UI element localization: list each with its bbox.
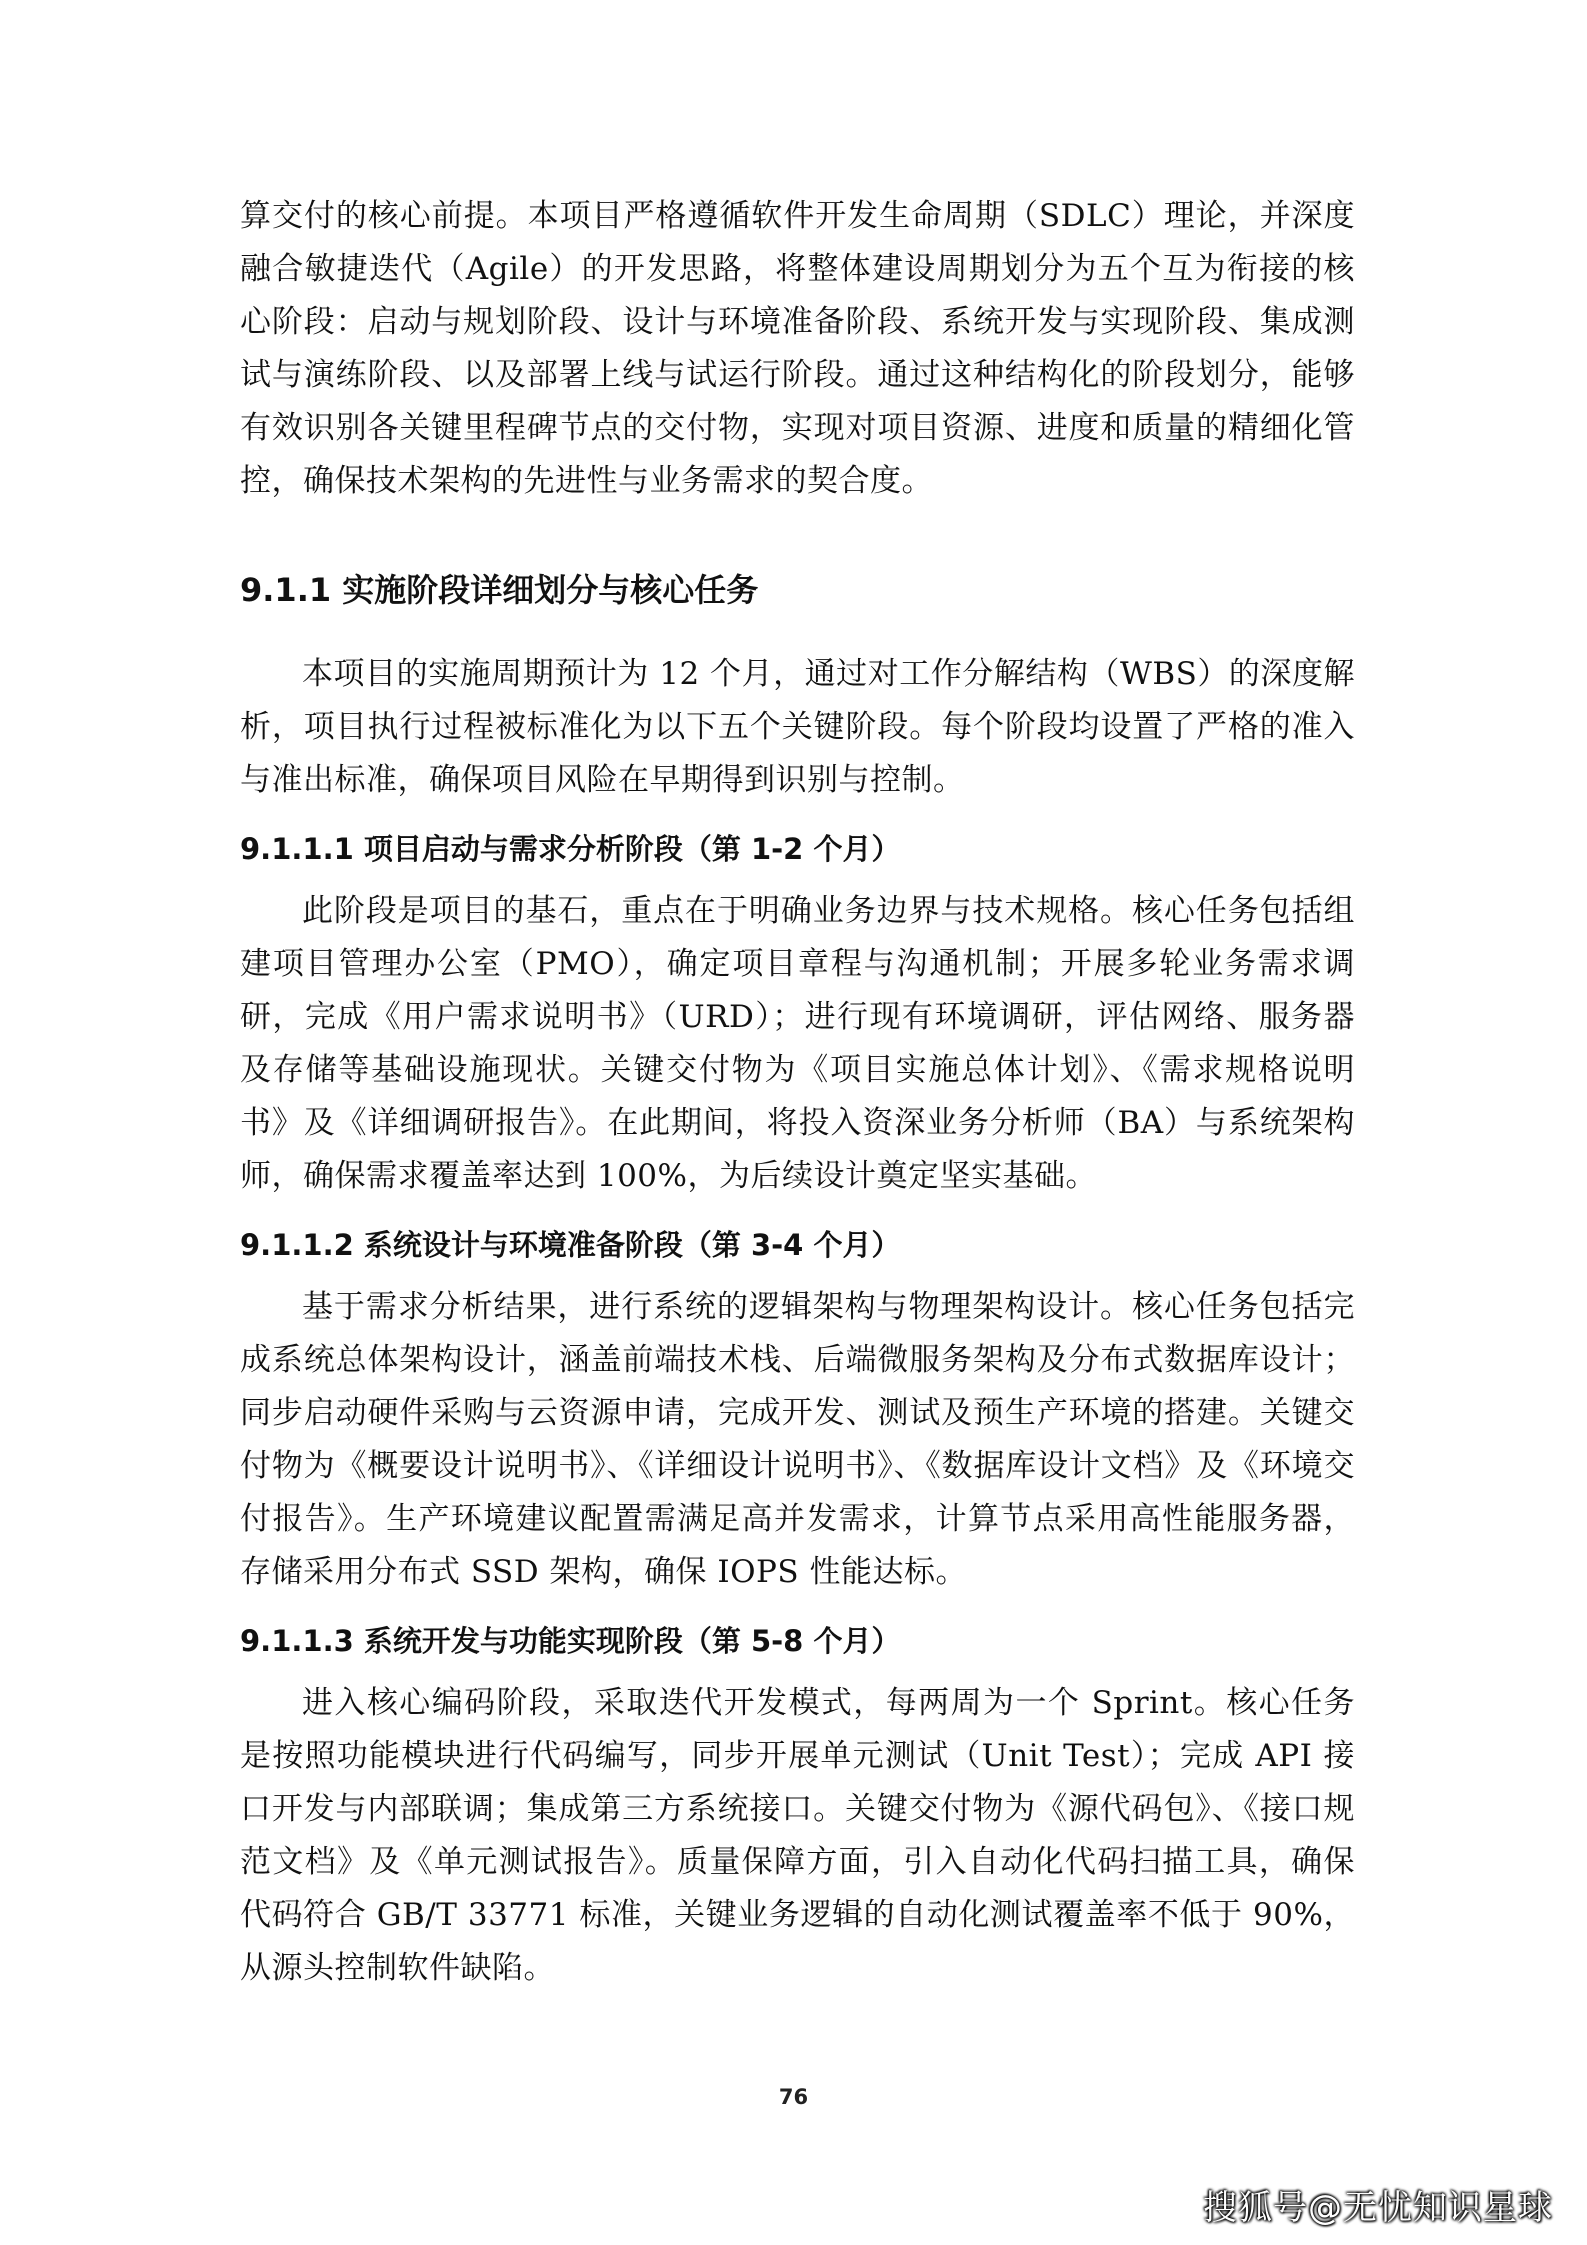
section-9-1-1-3-paragraph: 进入核心编码阶段，采取迭代开发模式，每两周为一个 Sprint。核心任务是按照功能模块进行代码编写，同步开展单元测试（Unit Test）；完成 API 接口开发与内部联调；集成第三方系统接口。关键交付物为《源代码包》、《接口规范文档》及《单元测试报告》。质量保障方面，引入自动化代码扫描工具，确保代码符合 GB/T 33771 标准，关键业务逻辑的自动化测试覆盖率不低于 90%，从源头控制软件缺陷。 <box>240 1685 1355 1986</box>
intro-paragraph: 算交付的核心前提。本项目严格遵循软件开发生命周期（SDLC）理论，并深度融合敏捷迭代（Agile）的开发思路，将整体建设周期划分为五个互为衔接的核心阶段：启动与规划阶段、设计与环境准备阶段、系统开发与实现阶段、集成测试与演练阶段、以及部署上线与试运行阶段。通过这种结构化的阶段划分，能够有效识别各关键里程碑节点的交付物，实现对项目资源、进度和质量的精细化管控，确保技术架构的先进性与业务需求的契合度。 <box>240 198 1355 499</box>
section-9-1-1-paragraph: 本项目的实施周期预计为 12 个月，通过对工作分解结构（WBS）的深度解析，项目执行过程被标准化为以下五个关键阶段。每个阶段均设置了严格的准入与准出标准，确保项目风险在早期得到识别与控制。 <box>240 656 1355 798</box>
watermark-text: 搜狐号@无忧知识星球 <box>1203 2188 1553 2228</box>
page-content <box>240 190 1355 1995</box>
section-9-1-1-3-heading: 9.1.1.3 系统开发与功能实现阶段（第 5-8 个月） <box>240 1624 901 1658</box>
page-number: 76 <box>778 2085 809 2109</box>
section-9-1-1-1-heading: 9.1.1.1 项目启动与需求分析阶段（第 1-2 个月） <box>240 832 901 866</box>
section-9-1-1-heading: 9.1.1 实施阶段详细划分与核心任务 <box>240 571 759 609</box>
section-9-1-1-1-paragraph: 此阶段是项目的基石，重点在于明确业务边界与技术规格。核心任务包括组建项目管理办公室（PMO），确定项目章程与沟通机制；开展多轮业务需求调研，完成《用户需求说明书》（URD）；进行现有环境调研，评估网络、服务器及存储等基础设施现状。关键交付物为《项目实施总体计划》、《需求规格说明书》及《详细调研报告》。在此期间，将投入资深业务分析师（BA）与系统架构师，确保需求覆盖率达到 100%，为后续设计奠定坚实基础。 <box>240 893 1355 1194</box>
section-9-1-1-2-heading: 9.1.1.2 系统设计与环境准备阶段（第 3-4 个月） <box>240 1228 901 1262</box>
section-9-1-1-2-paragraph: 基于需求分析结果，进行系统的逻辑架构与物理架构设计。核心任务包括完成系统总体架构设计，涵盖前端技术栈、后端微服务架构及分布式数据库设计；同步启动硬件采购与云资源申请，完成开发、测试及预生产环境的搭建。关键交付物为《概要设计说明书》、《详细设计说明书》、《数据库设计文档》及《环境交付报告》。生产环境建议配置需满足高并发需求，计算节点采用高性能服务器，存储采用分布式 SSD 架构，确保 IOPS 性能达标。 <box>240 1289 1355 1590</box>
